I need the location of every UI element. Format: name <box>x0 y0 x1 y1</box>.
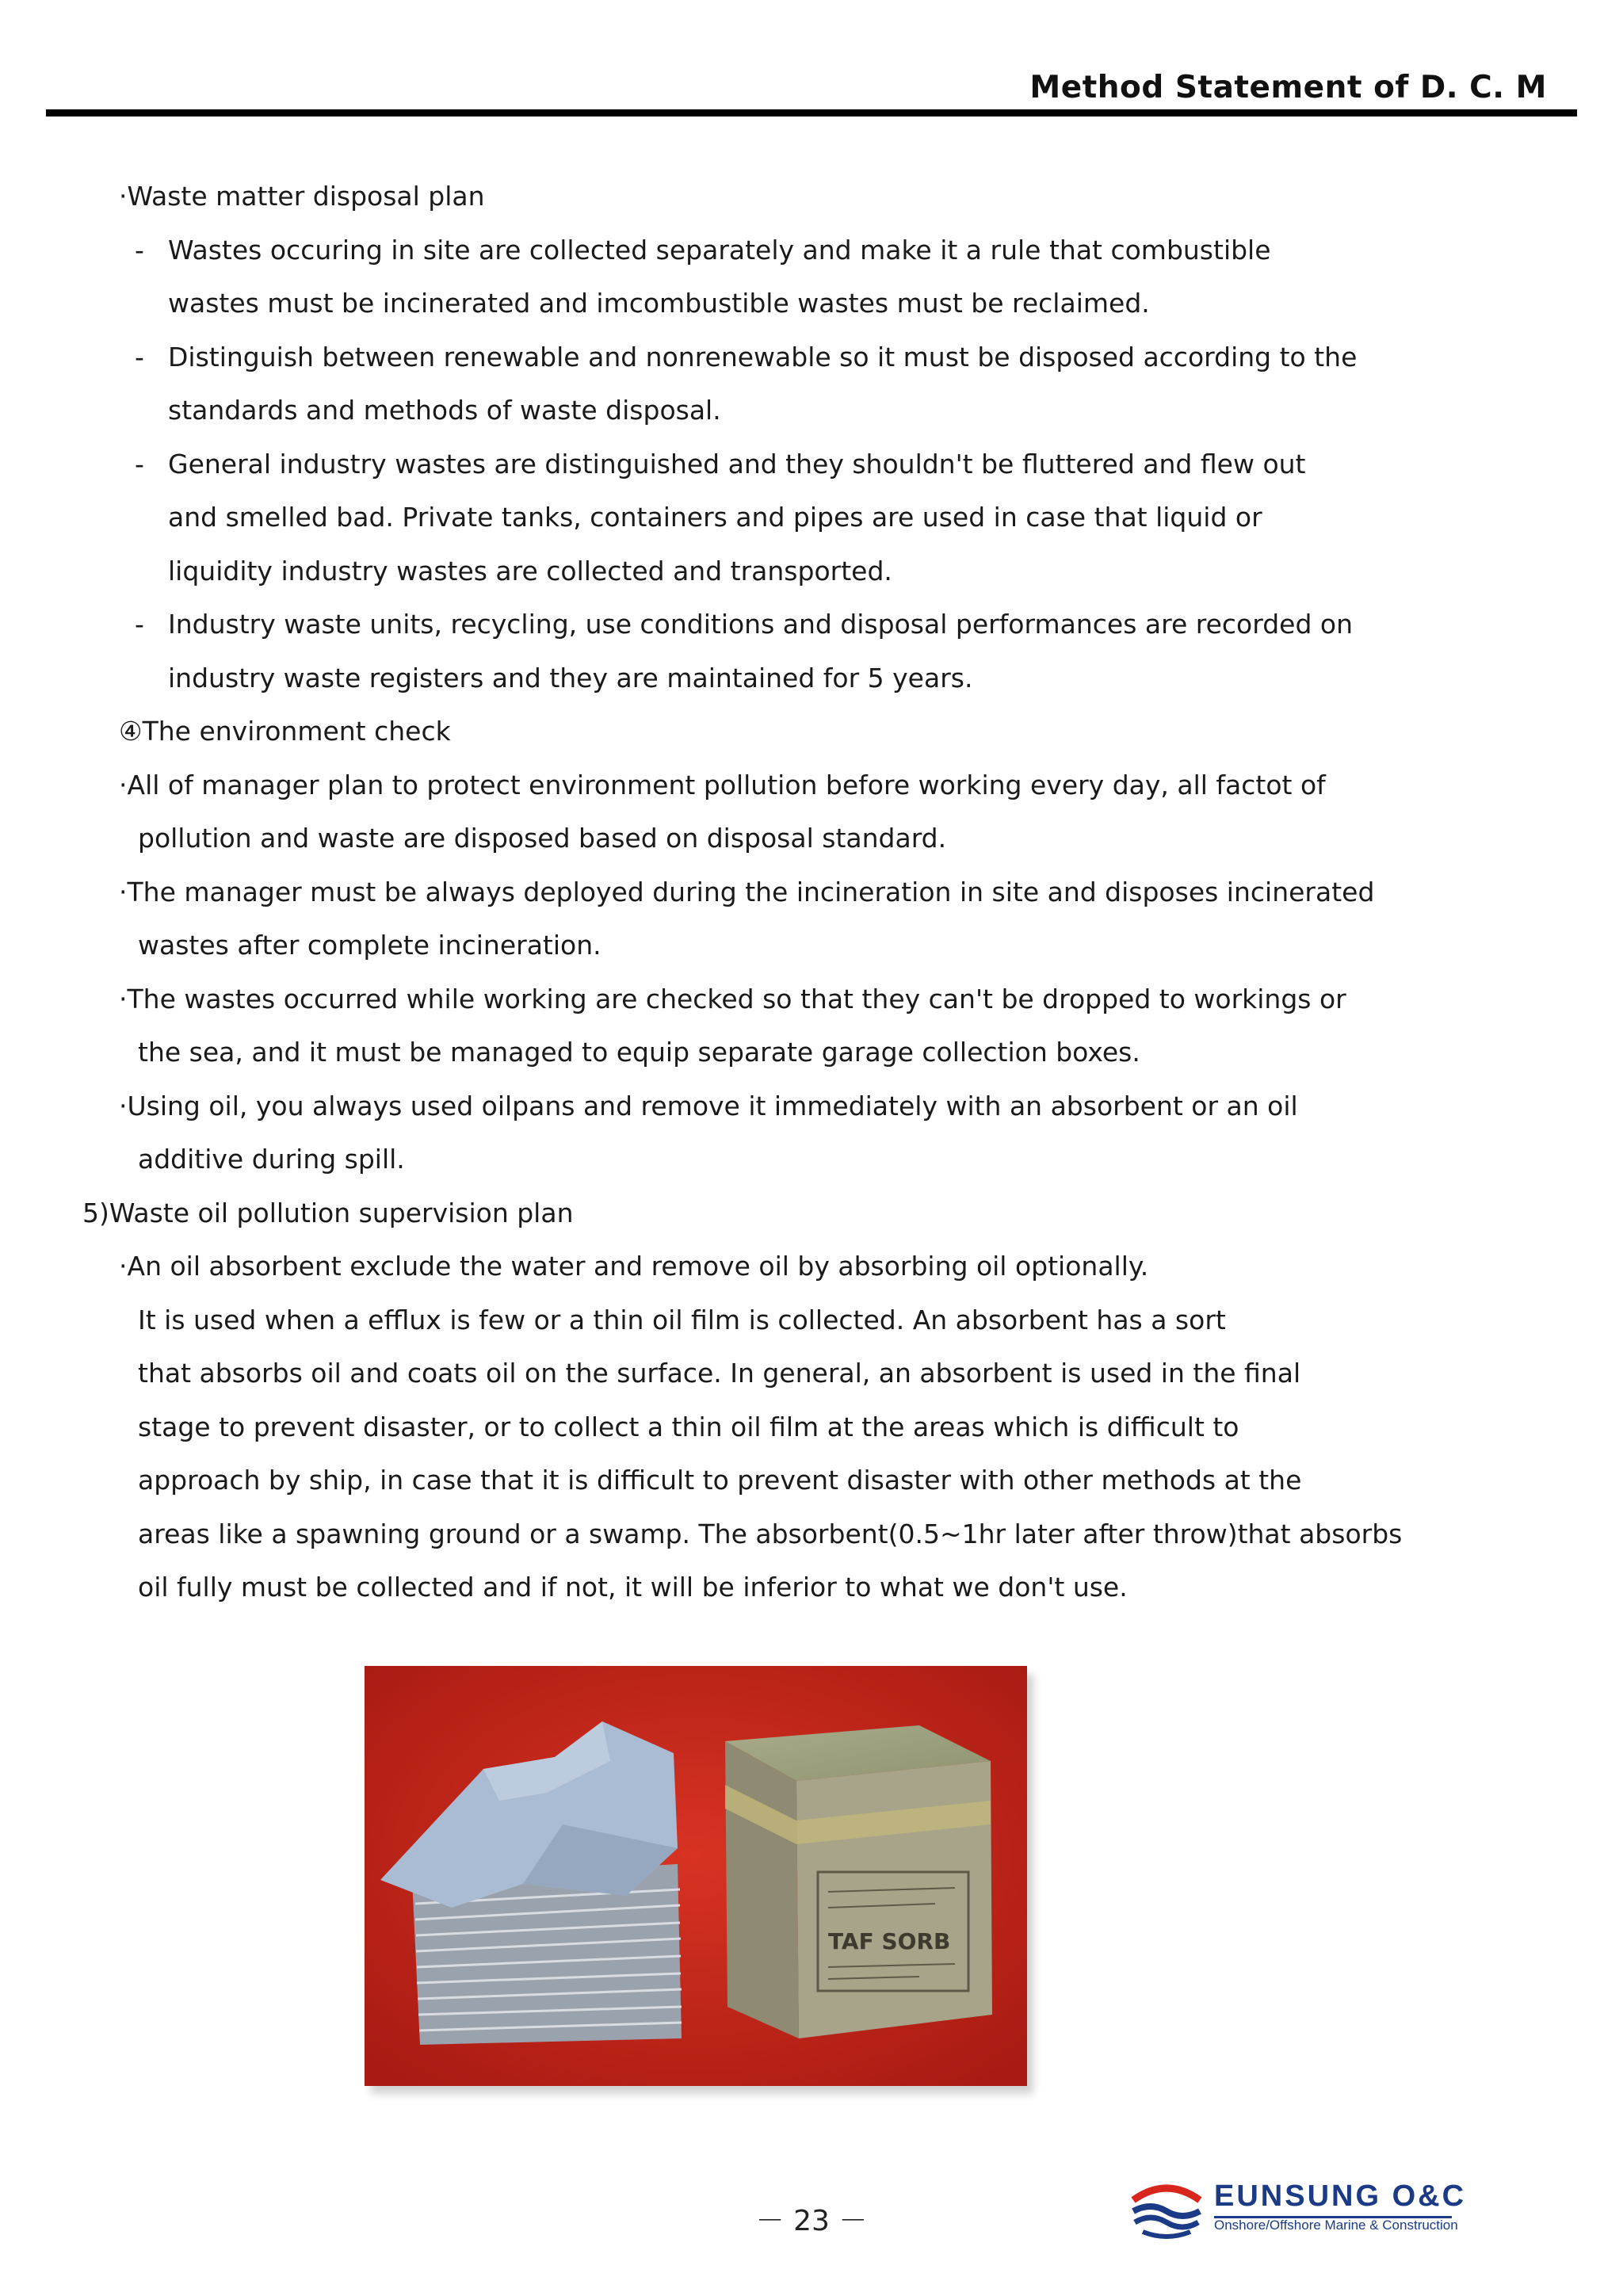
continuation-line <box>138 930 601 961</box>
line-text: Using oil, you always used oilpans and remove it immediately with an absorbent or an oil <box>127 1091 1298 1121</box>
continuation-line <box>138 1412 1239 1443</box>
page-number: － 23 － <box>755 2205 868 2237</box>
continuation-line <box>138 1572 1128 1603</box>
continuation-line <box>168 556 892 587</box>
continuation-line <box>138 1144 405 1175</box>
line-text: The environment check <box>142 716 451 747</box>
line-text: stage to prevent disaster, or to collect a thin oil film at the areas which is difficult to <box>138 1412 1239 1442</box>
continuation-line <box>168 502 1262 533</box>
line-marker: · <box>119 984 128 1014</box>
line-text: wastes after complete incineration. <box>138 930 601 961</box>
line-text: The wastes occurred while working are checked so that they can't be dropped to workings or <box>127 984 1346 1014</box>
continuation-line <box>138 1037 1140 1068</box>
line-text: wastes must be incinerated and imcombustible wastes must be reclaimed. <box>168 288 1150 319</box>
line-text: standards and methods of waste disposal. <box>168 395 721 426</box>
line-text: industry waste registers and they are maintained for 5 years. <box>168 663 973 693</box>
continuation-line <box>138 1305 1226 1336</box>
bullet-line <box>119 877 1374 908</box>
line-marker: - <box>135 609 144 640</box>
bullet-line <box>119 984 1346 1015</box>
section-heading <box>119 716 451 747</box>
logo-wordmark: EUNSUNG O&C <box>1214 2179 1467 2213</box>
line-marker: · <box>119 1251 128 1282</box>
dash-line <box>135 609 1353 640</box>
line-text: and smelled bad. Private tanks, containers and pipes are used in case that liquid or <box>168 502 1262 533</box>
header-rule <box>46 109 1577 117</box>
continuation-line <box>168 663 972 694</box>
wave-logo-icon <box>1127 2178 1206 2241</box>
absorbent-pads-and-box-illustration <box>365 1666 1027 2086</box>
line-text: that absorbs oil and coats oil on the surface. In general, an absorbent is used in the final <box>138 1358 1301 1389</box>
dash-line <box>135 235 1271 266</box>
line-text: An oil absorbent exclude the water and remove oil by absorbing oil optionally. <box>127 1251 1149 1282</box>
absorbent-box <box>725 1725 992 2038</box>
header-title: Method Statement of D. C. M <box>1029 70 1547 105</box>
line-marker: ④ <box>119 716 143 747</box>
line-marker: - <box>135 449 144 479</box>
line-text: pollution and waste are disposed based on disposal standard. <box>138 823 947 854</box>
bullet-line <box>119 181 485 212</box>
continuation-line <box>138 823 946 854</box>
line-text: All of manager plan to protect environment pollution before working every day, all factot of <box>127 770 1326 800</box>
line-text: Wastes occuring in site are collected separately and make it a rule that combustible <box>168 235 1271 266</box>
bullet-line <box>119 1091 1298 1122</box>
line-marker: · <box>119 181 128 212</box>
line-text: Waste matter disposal plan <box>127 181 485 212</box>
line-text: approach by ship, in case that it is difficult to prevent disaster with other methods at the <box>138 1465 1302 1496</box>
continuation-line <box>138 1519 1402 1550</box>
line-marker: · <box>119 770 128 800</box>
line-text: The manager must be always deployed during the incineration in site and disposes incinerated <box>127 877 1375 907</box>
dash-line <box>135 342 1357 373</box>
line-text: oil fully must be collected and if not, it will be inferior to what we don't use. <box>138 1572 1128 1603</box>
line-marker: · <box>119 877 128 907</box>
continuation-line <box>138 1358 1300 1389</box>
line-marker: · <box>119 1091 128 1121</box>
dash-line <box>135 449 1305 480</box>
line-text: It is used when a efflux is few or a thin oil film is collected. An absorbent has a sort <box>138 1305 1226 1335</box>
continuation-line <box>168 395 721 426</box>
line-text: Waste oil pollution supervision plan <box>109 1198 574 1228</box>
line-marker: 5) <box>82 1198 109 1228</box>
continuation-line <box>138 1465 1301 1496</box>
line-text: General industry wastes are distinguished and they shouldn't be fluttered and flew out <box>168 449 1306 479</box>
bullet-line <box>119 770 1326 801</box>
section-heading <box>82 1198 573 1229</box>
line-marker: - <box>135 342 144 372</box>
line-text: the sea, and it must be managed to equip separate garage collection boxes. <box>138 1037 1140 1068</box>
line-text: Industry waste units, recycling, use conditions and disposal performances are recorded on <box>168 609 1354 640</box>
continuation-line <box>168 288 1150 319</box>
company-logo <box>1127 2178 1476 2241</box>
box-label: TAF SORB <box>828 1928 951 1954</box>
line-text: Distinguish between renewable and nonrenewable so it must be disposed according to the <box>168 342 1358 372</box>
line-text: liquidity industry wastes are collected and transported. <box>168 556 892 586</box>
line-text: areas like a spawning ground or a swamp. The absorbent(0.5~1hr later after throw)that absorbs <box>138 1519 1403 1549</box>
bullet-line <box>119 1251 1148 1282</box>
line-marker: - <box>135 235 144 266</box>
oil-absorbent-photo <box>365 1666 1027 2086</box>
line-text: additive during spill. <box>138 1144 405 1175</box>
logo-tagline: Onshore/Offshore Marine & Construction <box>1214 2218 1458 2233</box>
